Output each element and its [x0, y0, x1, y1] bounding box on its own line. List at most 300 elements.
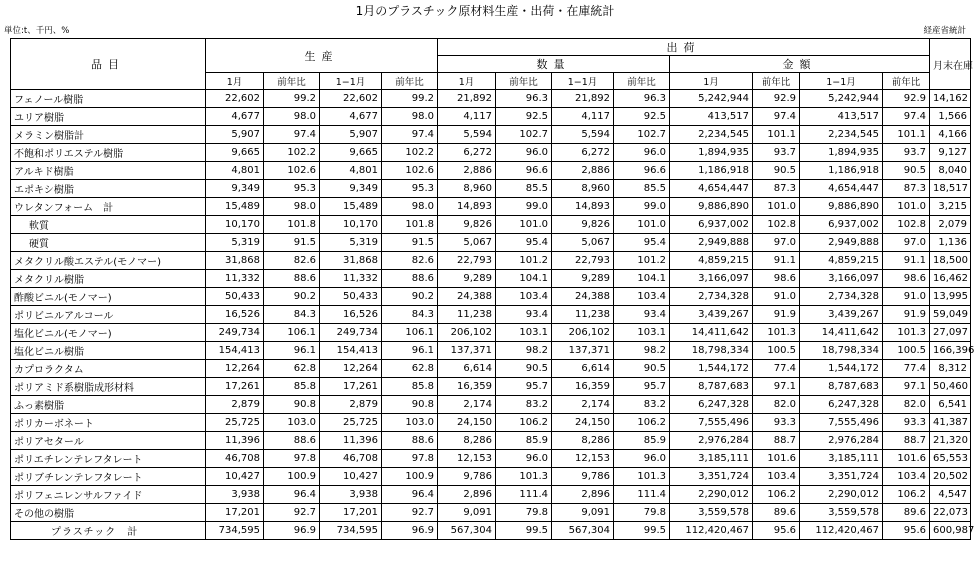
cell-value: 103.4 [753, 468, 800, 486]
cell-value: 88.6 [264, 270, 320, 288]
cell-value: 7,555,496 [800, 414, 883, 432]
cell-value: 5,907 [320, 126, 382, 144]
page-title: 1月のプラスチック原材料生産・出荷・在庫統計 [355, 4, 615, 18]
cell-value: 734,595 [206, 522, 264, 540]
cell-value: 97.0 [883, 234, 930, 252]
cell-value: 96.0 [614, 450, 670, 468]
item-name: ポリアセタール [11, 432, 206, 450]
cell-value: 99.5 [496, 522, 552, 540]
cell-value: 5,067 [438, 234, 496, 252]
cell-value: 9,349 [320, 180, 382, 198]
cell-value: 85.8 [264, 378, 320, 396]
header-yoy: 前年比 [496, 73, 552, 90]
cell-value: 4,801 [320, 162, 382, 180]
cell-value: 9,826 [552, 216, 614, 234]
cell-value: 82.0 [753, 396, 800, 414]
header-shipment: 出荷 [438, 39, 930, 56]
cell-value: 8,312 [930, 360, 971, 378]
cell-value: 92.5 [614, 108, 670, 126]
table-row [11, 198, 971, 216]
cell-value: 14,411,642 [800, 324, 883, 342]
cell-value: 106.1 [264, 324, 320, 342]
cell-value: 2,079 [930, 216, 971, 234]
cell-value: 24,150 [438, 414, 496, 432]
cell-value: 3,938 [206, 486, 264, 504]
cell-value: 90.2 [264, 288, 320, 306]
table-row [11, 90, 971, 108]
cell-value: 10,427 [206, 468, 264, 486]
cell-value: 567,304 [438, 522, 496, 540]
item-name: メタクリル酸エステル(モノマー) [11, 252, 206, 270]
cell-value: 21,892 [552, 90, 614, 108]
cell-value: 106.2 [883, 486, 930, 504]
cell-value: 92.7 [264, 504, 320, 522]
cell-value: 102.2 [382, 144, 438, 162]
cell-value: 95.3 [382, 180, 438, 198]
cell-value: 31,868 [320, 252, 382, 270]
item-name: ポリビニルアルコール [11, 306, 206, 324]
cell-value: 1,186,918 [670, 162, 753, 180]
cell-value: 96.0 [496, 144, 552, 162]
cell-value: 11,332 [320, 270, 382, 288]
cell-value: 22,793 [552, 252, 614, 270]
item-name: ポリアミド系樹脂成形材料 [11, 378, 206, 396]
header-month: 1月 [438, 73, 496, 90]
cell-value: 4,677 [206, 108, 264, 126]
cell-value: 99.2 [264, 90, 320, 108]
cell-value: 2,896 [438, 486, 496, 504]
header-yoy: 前年比 [264, 73, 320, 90]
cell-value: 9,886,890 [800, 198, 883, 216]
item-name: ポリエチレンテレフタレート [11, 450, 206, 468]
cell-value: 3,439,267 [670, 306, 753, 324]
cell-value: 734,595 [320, 522, 382, 540]
cell-value: 93.7 [883, 144, 930, 162]
cell-value: 17,261 [206, 378, 264, 396]
cell-value: 101.2 [614, 252, 670, 270]
cell-value: 97.4 [753, 108, 800, 126]
cell-value: 3,215 [930, 198, 971, 216]
cell-value: 103.1 [614, 324, 670, 342]
cell-value: 90.5 [496, 360, 552, 378]
cell-value: 91.9 [883, 306, 930, 324]
cell-value: 100.5 [753, 342, 800, 360]
cell-value: 9,665 [320, 144, 382, 162]
cell-value: 6,937,002 [670, 216, 753, 234]
cell-value: 41,387 [930, 414, 971, 432]
cell-value: 8,787,683 [800, 378, 883, 396]
cell-value: 2,234,545 [670, 126, 753, 144]
item-name: 軟質 [11, 216, 206, 234]
header-month: 1月 [206, 73, 264, 90]
cell-value: 2,174 [438, 396, 496, 414]
cell-value: 96.1 [264, 342, 320, 360]
cell-value: 6,272 [438, 144, 496, 162]
cell-value: 95.4 [614, 234, 670, 252]
cell-value: 106.2 [496, 414, 552, 432]
cell-value: 9,289 [438, 270, 496, 288]
cell-value: 93.4 [496, 306, 552, 324]
cell-value: 99.5 [614, 522, 670, 540]
item-name: メタクリル樹脂 [11, 270, 206, 288]
cell-value: 249,734 [206, 324, 264, 342]
table-row [11, 270, 971, 288]
cell-value: 12,153 [438, 450, 496, 468]
cell-value: 82.6 [264, 252, 320, 270]
cell-value: 82.6 [382, 252, 438, 270]
cell-value: 14,162 [930, 90, 971, 108]
cell-value: 96.4 [382, 486, 438, 504]
cell-value: 85.8 [382, 378, 438, 396]
cell-value: 104.1 [496, 270, 552, 288]
cell-value: 88.7 [753, 432, 800, 450]
cell-value: 97.1 [753, 378, 800, 396]
cell-value: 14,893 [438, 198, 496, 216]
cell-value: 24,150 [552, 414, 614, 432]
cell-value: 4,677 [320, 108, 382, 126]
header-cumulative: 1−1月 [800, 73, 883, 90]
cell-value: 166,396 [930, 342, 971, 360]
cell-value: 83.2 [614, 396, 670, 414]
table-row [11, 306, 971, 324]
cell-value: 96.3 [614, 90, 670, 108]
cell-value: 4,654,447 [670, 180, 753, 198]
cell-value: 6,937,002 [800, 216, 883, 234]
table-row [11, 216, 971, 234]
cell-value: 5,242,944 [800, 90, 883, 108]
cell-value: 11,332 [206, 270, 264, 288]
cell-value: 93.4 [614, 306, 670, 324]
statistics-table [10, 38, 974, 540]
cell-value: 99.2 [382, 90, 438, 108]
item-name: ユリア樹脂 [11, 108, 206, 126]
cell-value: 2,949,888 [670, 234, 753, 252]
cell-value: 2,886 [552, 162, 614, 180]
cell-value: 206,102 [438, 324, 496, 342]
item-name: メラミン樹脂計 [11, 126, 206, 144]
cell-value: 65,553 [930, 450, 971, 468]
cell-value: 100.5 [883, 342, 930, 360]
cell-value: 17,201 [206, 504, 264, 522]
cell-value: 16,359 [438, 378, 496, 396]
cell-value: 90.8 [382, 396, 438, 414]
header-cumulative: 1−1月 [552, 73, 614, 90]
cell-value: 96.9 [264, 522, 320, 540]
cell-value: 9,127 [930, 144, 971, 162]
cell-value: 3,351,724 [670, 468, 753, 486]
cell-value: 4,166 [930, 126, 971, 144]
unit-note: 単位:t、千円、% [4, 26, 70, 36]
table-row [11, 396, 971, 414]
cell-value: 4,117 [438, 108, 496, 126]
cell-value: 4,859,215 [800, 252, 883, 270]
cell-value: 18,798,334 [670, 342, 753, 360]
header-yoy: 前年比 [753, 73, 800, 90]
cell-value: 3,559,578 [670, 504, 753, 522]
cell-value: 3,185,111 [800, 450, 883, 468]
cell-value: 88.6 [382, 432, 438, 450]
cell-value: 8,960 [552, 180, 614, 198]
table-row [11, 162, 971, 180]
cell-value: 84.3 [264, 306, 320, 324]
cell-value: 101.6 [883, 450, 930, 468]
cell-value: 93.7 [753, 144, 800, 162]
cell-value: 11,396 [206, 432, 264, 450]
cell-value: 5,319 [206, 234, 264, 252]
cell-value: 98.0 [382, 108, 438, 126]
table-row [11, 234, 971, 252]
cell-value: 154,413 [206, 342, 264, 360]
cell-value: 95.3 [264, 180, 320, 198]
item-name: カプロラクタム [11, 360, 206, 378]
cell-value: 8,040 [930, 162, 971, 180]
item-name: ウレタンフォーム 計 [11, 198, 206, 216]
cell-value: 2,976,284 [800, 432, 883, 450]
cell-value: 96.4 [264, 486, 320, 504]
cell-value: 249,734 [320, 324, 382, 342]
cell-value: 62.8 [382, 360, 438, 378]
cell-value: 92.9 [883, 90, 930, 108]
cell-value: 101.0 [614, 216, 670, 234]
cell-value: 8,286 [552, 432, 614, 450]
item-name: ふっ素樹脂 [11, 396, 206, 414]
cell-value: 17,201 [320, 504, 382, 522]
table-row [11, 288, 971, 306]
cell-value: 46,708 [206, 450, 264, 468]
cell-value: 101.3 [883, 324, 930, 342]
item-name: ポリフェニレンサルファイド [11, 486, 206, 504]
cell-value: 4,547 [930, 486, 971, 504]
cell-value: 84.3 [382, 306, 438, 324]
cell-value: 88.6 [382, 270, 438, 288]
cell-value: 85.9 [496, 432, 552, 450]
header-cumulative: 1−1月 [320, 73, 382, 90]
cell-value: 3,166,097 [670, 270, 753, 288]
header-month: 1月 [670, 73, 753, 90]
cell-value: 9,091 [438, 504, 496, 522]
item-name: ポリカーボネート [11, 414, 206, 432]
cell-value: 4,654,447 [800, 180, 883, 198]
cell-value: 101.1 [753, 126, 800, 144]
cell-value: 77.4 [753, 360, 800, 378]
item-name: 酢酸ビニル(モノマー) [11, 288, 206, 306]
cell-value: 99.0 [496, 198, 552, 216]
cell-value: 103.0 [264, 414, 320, 432]
cell-value: 7,555,496 [670, 414, 753, 432]
cell-value: 106.2 [614, 414, 670, 432]
cell-value: 2,949,888 [800, 234, 883, 252]
cell-value: 103.0 [382, 414, 438, 432]
cell-value: 206,102 [552, 324, 614, 342]
cell-value: 101.8 [382, 216, 438, 234]
cell-value: 12,153 [552, 450, 614, 468]
cell-value: 96.6 [614, 162, 670, 180]
cell-value: 13,995 [930, 288, 971, 306]
cell-value: 97.4 [264, 126, 320, 144]
cell-value: 6,272 [552, 144, 614, 162]
cell-value: 96.0 [614, 144, 670, 162]
item-name: フェノール樹脂 [11, 90, 206, 108]
cell-value: 27,097 [930, 324, 971, 342]
cell-value: 22,602 [206, 90, 264, 108]
cell-value: 87.3 [883, 180, 930, 198]
cell-value: 9,665 [206, 144, 264, 162]
cell-value: 22,793 [438, 252, 496, 270]
cell-value: 92.9 [753, 90, 800, 108]
table-row [11, 324, 971, 342]
item-name: 硬質 [11, 234, 206, 252]
cell-value: 98.6 [883, 270, 930, 288]
cell-value: 77.4 [883, 360, 930, 378]
table-row [11, 180, 971, 198]
item-name: 塩化ビニル樹脂 [11, 342, 206, 360]
table-row [11, 360, 971, 378]
cell-value: 79.8 [614, 504, 670, 522]
cell-value: 93.3 [753, 414, 800, 432]
cell-value: 21,320 [930, 432, 971, 450]
cell-value: 15,489 [206, 198, 264, 216]
cell-value: 103.4 [496, 288, 552, 306]
cell-value: 101.6 [753, 450, 800, 468]
cell-value: 101.2 [496, 252, 552, 270]
cell-value: 9,786 [438, 468, 496, 486]
cell-value: 5,907 [206, 126, 264, 144]
cell-value: 6,614 [438, 360, 496, 378]
header-production: 生産 [206, 39, 438, 73]
cell-value: 20,502 [930, 468, 971, 486]
cell-value: 9,091 [552, 504, 614, 522]
cell-value: 1,186,918 [800, 162, 883, 180]
cell-value: 101.3 [496, 468, 552, 486]
cell-value: 16,526 [206, 306, 264, 324]
header-quantity: 数量 [438, 56, 670, 73]
header-yoy: 前年比 [883, 73, 930, 90]
cell-value: 16,359 [552, 378, 614, 396]
cell-value: 85.9 [614, 432, 670, 450]
cell-value: 98.2 [496, 342, 552, 360]
cell-value: 14,893 [552, 198, 614, 216]
cell-value: 2,976,284 [670, 432, 753, 450]
cell-value: 413,517 [800, 108, 883, 126]
table-row [11, 432, 971, 450]
cell-value: 3,185,111 [670, 450, 753, 468]
cell-value: 79.8 [496, 504, 552, 522]
cell-value: 96.9 [382, 522, 438, 540]
source-note: 経産省統計 [923, 26, 966, 36]
cell-value: 3,351,724 [800, 468, 883, 486]
cell-value: 18,500 [930, 252, 971, 270]
cell-value: 98.0 [264, 198, 320, 216]
cell-value: 102.6 [264, 162, 320, 180]
cell-value: 8,960 [438, 180, 496, 198]
header-stock: 月末在庫 [930, 39, 971, 90]
cell-value: 46,708 [320, 450, 382, 468]
cell-value: 101.3 [753, 324, 800, 342]
cell-value: 90.2 [382, 288, 438, 306]
cell-value: 90.8 [264, 396, 320, 414]
cell-value: 89.6 [883, 504, 930, 522]
cell-value: 62.8 [264, 360, 320, 378]
cell-value: 98.0 [264, 108, 320, 126]
cell-value: 91.0 [753, 288, 800, 306]
cell-value: 106.1 [382, 324, 438, 342]
cell-value: 4,117 [552, 108, 614, 126]
cell-value: 17,261 [320, 378, 382, 396]
cell-value: 91.1 [883, 252, 930, 270]
cell-value: 101.0 [883, 198, 930, 216]
cell-value: 95.4 [496, 234, 552, 252]
cell-value: 154,413 [320, 342, 382, 360]
cell-value: 2,174 [552, 396, 614, 414]
cell-value: 9,886,890 [670, 198, 753, 216]
cell-value: 97.4 [382, 126, 438, 144]
cell-value: 5,319 [320, 234, 382, 252]
cell-value: 5,242,944 [670, 90, 753, 108]
cell-value: 3,938 [320, 486, 382, 504]
cell-value: 5,594 [438, 126, 496, 144]
cell-value: 4,801 [206, 162, 264, 180]
cell-value: 102.8 [753, 216, 800, 234]
table-row [11, 252, 971, 270]
cell-value: 4,859,215 [670, 252, 753, 270]
table-row [11, 450, 971, 468]
cell-value: 25,725 [320, 414, 382, 432]
cell-value: 101.0 [753, 198, 800, 216]
cell-value: 91.0 [883, 288, 930, 306]
cell-value: 137,371 [438, 342, 496, 360]
cell-value: 102.8 [883, 216, 930, 234]
cell-value: 567,304 [552, 522, 614, 540]
table-row [11, 108, 971, 126]
cell-value: 9,349 [206, 180, 264, 198]
cell-value: 91.5 [264, 234, 320, 252]
cell-value: 98.0 [382, 198, 438, 216]
cell-value: 95.7 [614, 378, 670, 396]
cell-value: 14,411,642 [670, 324, 753, 342]
table-row [11, 342, 971, 360]
table-row [11, 378, 971, 396]
cell-value: 99.0 [614, 198, 670, 216]
cell-value: 101.1 [883, 126, 930, 144]
cell-value: 1,544,172 [670, 360, 753, 378]
cell-value: 102.2 [264, 144, 320, 162]
table-row [11, 144, 971, 162]
cell-value: 2,734,328 [670, 288, 753, 306]
table-row [11, 414, 971, 432]
cell-value: 83.2 [496, 396, 552, 414]
cell-value: 98.2 [614, 342, 670, 360]
cell-value: 82.0 [883, 396, 930, 414]
cell-value: 25,725 [206, 414, 264, 432]
cell-value: 96.6 [496, 162, 552, 180]
cell-value: 102.6 [382, 162, 438, 180]
cell-value: 10,170 [320, 216, 382, 234]
item-name: ポリブチレンテレフタレート [11, 468, 206, 486]
cell-value: 11,396 [320, 432, 382, 450]
table-row [11, 486, 971, 504]
item-name: アルキド樹脂 [11, 162, 206, 180]
cell-value: 9,289 [552, 270, 614, 288]
cell-value: 91.1 [753, 252, 800, 270]
cell-value: 5,594 [552, 126, 614, 144]
cell-value: 85.5 [614, 180, 670, 198]
cell-value: 90.5 [753, 162, 800, 180]
cell-value: 2,886 [438, 162, 496, 180]
cell-value: 103.4 [883, 468, 930, 486]
cell-value: 98.6 [753, 270, 800, 288]
cell-value: 16,462 [930, 270, 971, 288]
cell-value: 5,067 [552, 234, 614, 252]
